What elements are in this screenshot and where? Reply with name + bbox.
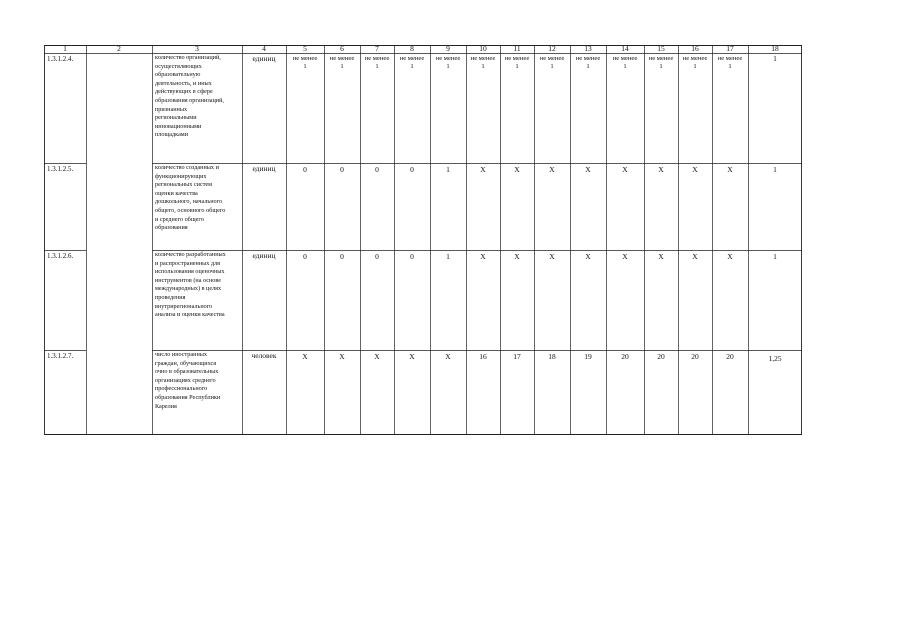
- value-cell: X: [692, 253, 698, 261]
- header-cell: 14: [621, 44, 629, 53]
- value-cell: X: [727, 253, 733, 261]
- row-code: 1.3.1.2.6.: [47, 252, 74, 260]
- value-cell: 19: [584, 353, 592, 361]
- header-cell: 9: [446, 44, 450, 53]
- header-cell: 4: [262, 44, 266, 53]
- value-cell: 0: [303, 253, 307, 261]
- value-cell: X: [622, 253, 628, 261]
- value-cell: X: [302, 353, 308, 361]
- row-indicator: количество организаций, осуществляющих образовательную деятельность, и иных действующих в сфере образования организаций, признанных региональными инновационными площадками: [155, 54, 224, 139]
- value-cell: не менее 1: [399, 55, 425, 70]
- value-cell: 0: [410, 253, 414, 261]
- header-cell: 18: [771, 44, 779, 53]
- value-cell: X: [409, 353, 415, 361]
- row-unit: единиц: [252, 164, 276, 173]
- value-cell: 0: [410, 166, 414, 174]
- header-cell: 12: [548, 44, 556, 53]
- value-cell: не менее 1: [539, 55, 565, 70]
- row-total: 1: [773, 55, 777, 63]
- value-cell: 20: [691, 353, 699, 361]
- value-cell: X: [339, 353, 345, 361]
- value-cell: X: [374, 353, 380, 361]
- header-cell: 16: [691, 44, 699, 53]
- header-cell: 11: [513, 44, 521, 53]
- value-cell: X: [585, 166, 591, 174]
- value-cell: X: [692, 166, 698, 174]
- header-cell: 8: [410, 44, 414, 53]
- value-cell: не менее 1: [364, 55, 390, 70]
- value-cell: X: [727, 166, 733, 174]
- row-unit: человек: [251, 351, 277, 360]
- value-cell: X: [622, 166, 628, 174]
- value-cell: 0: [340, 166, 344, 174]
- value-cell: X: [480, 253, 486, 261]
- header-cell: 2: [117, 44, 121, 53]
- value-cell: не менее 1: [648, 55, 674, 70]
- header-cell: 7: [375, 44, 379, 53]
- value-cell: X: [658, 166, 664, 174]
- row-total: 1: [773, 253, 777, 261]
- value-cell: 1: [446, 253, 450, 261]
- value-cell: 0: [375, 166, 379, 174]
- row-unit: единиц: [252, 54, 276, 63]
- header-cell: 13: [584, 44, 592, 53]
- header-cell: 17: [726, 44, 734, 53]
- value-cell: 16: [479, 353, 487, 361]
- header-cell: 10: [479, 44, 487, 53]
- value-cell: не менее 1: [682, 55, 708, 70]
- value-cell: не менее 1: [470, 55, 496, 70]
- header-cell: 15: [657, 44, 665, 53]
- header-cell: 6: [340, 44, 344, 53]
- row-code: 1.3.1.2.4.: [47, 55, 74, 63]
- value-cell: X: [514, 166, 520, 174]
- row-total: 1: [773, 166, 777, 174]
- header-cell: 3: [195, 44, 199, 53]
- document-table: [44, 45, 802, 435]
- value-cell: 18: [548, 353, 556, 361]
- value-cell: 20: [726, 353, 734, 361]
- row-unit: единиц: [252, 251, 276, 260]
- value-cell: 0: [340, 253, 344, 261]
- row-code: 1.3.1.2.7.: [47, 352, 74, 360]
- row-indicator: количество разработанных и распространенных для использования оценочных инструментов (на основе международных) в целях проведения внутрирегионального анализа и оценки качества: [155, 251, 226, 319]
- value-cell: X: [549, 166, 555, 174]
- value-cell: X: [445, 353, 451, 361]
- value-cell: X: [480, 166, 486, 174]
- value-cell: не менее 1: [504, 55, 530, 70]
- header-cell: 5: [303, 44, 307, 53]
- value-cell: 0: [375, 253, 379, 261]
- row-indicator: количество созданных и функционирующих региональных систем оценки качества дошкольного, начального общего, основного общего и среднего общего образования: [155, 164, 226, 232]
- value-cell: 20: [621, 353, 629, 361]
- value-cell: не менее 1: [612, 55, 638, 70]
- row-code: 1.3.1.2.5.: [47, 165, 74, 173]
- row-total: 1,25: [768, 355, 782, 363]
- value-cell: X: [514, 253, 520, 261]
- header-cell: 1: [63, 44, 67, 53]
- value-cell: не менее 1: [329, 55, 355, 70]
- value-cell: не менее 1: [575, 55, 601, 70]
- value-cell: 17: [513, 353, 521, 361]
- value-cell: X: [549, 253, 555, 261]
- value-cell: 1: [446, 166, 450, 174]
- value-cell: не менее 1: [435, 55, 461, 70]
- value-cell: не менее 1: [717, 55, 743, 70]
- value-cell: 20: [657, 353, 665, 361]
- value-cell: X: [658, 253, 664, 261]
- row-indicator: число иностранных граждан, обучающихся очно в образовательных организациях среднего профессионального образования Республики Карелия: [155, 351, 221, 410]
- value-cell: X: [585, 253, 591, 261]
- value-cell: 0: [303, 166, 307, 174]
- value-cell: не менее 1: [292, 55, 318, 70]
